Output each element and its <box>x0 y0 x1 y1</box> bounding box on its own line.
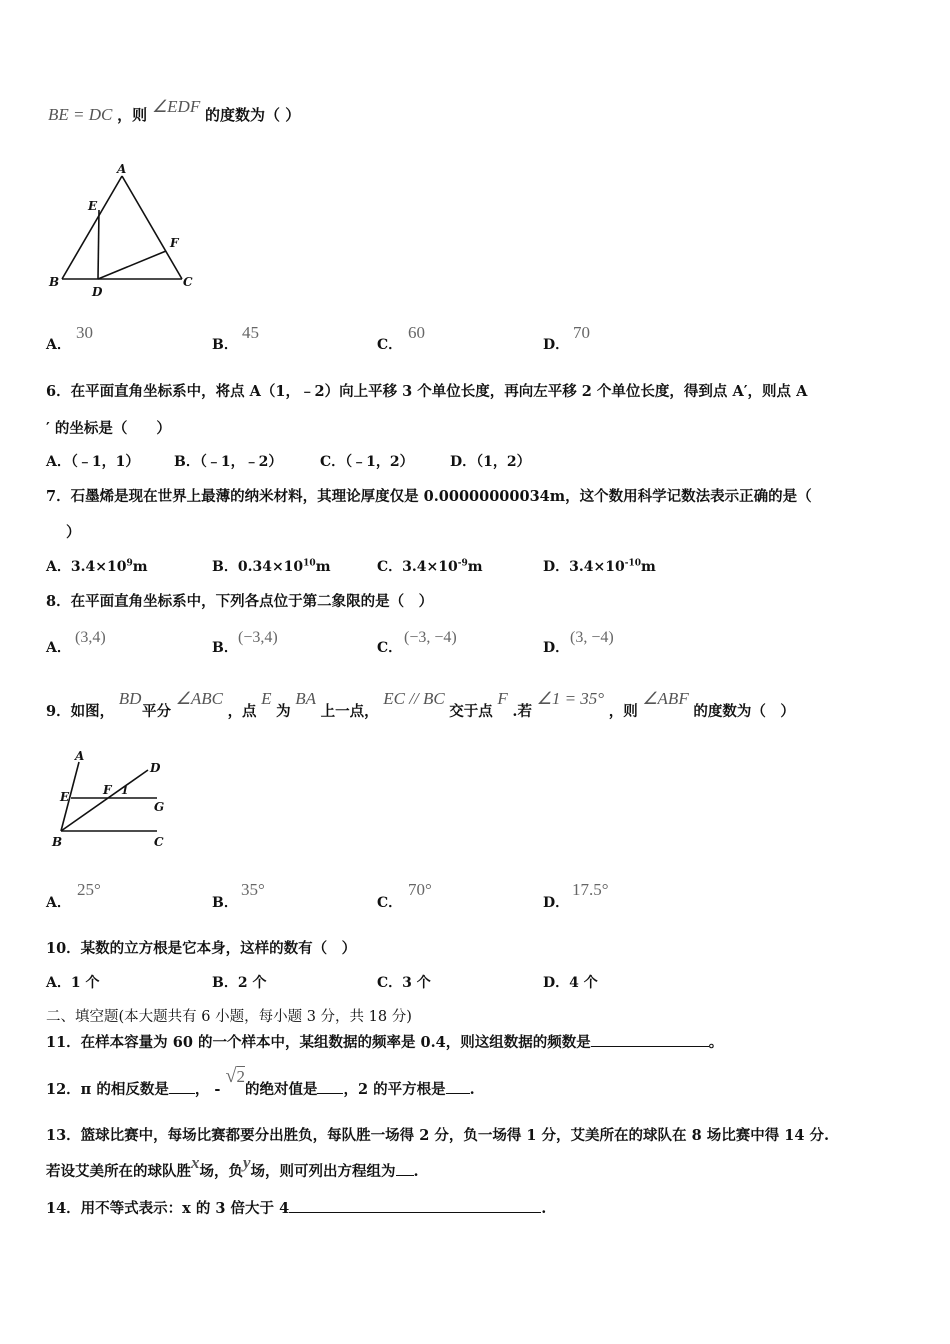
q9-label-b: B <box>52 835 63 849</box>
q6-line-1: 6．在平面直角坐标系中，将点 A（1，﹣2）向上平移 3 个单位长度，再向左平移 2 个单位长度，得到点 A′，则点 A <box>46 383 808 400</box>
q11-answer-blank[interactable] <box>591 1032 709 1047</box>
q10-option-c: C．3 个 <box>377 975 431 991</box>
q13-answer-blank[interactable] <box>396 1161 414 1176</box>
q7-option-a: A．$3.4\times 10^9m$ <box>46 558 148 575</box>
q10-option-d: D．4 个 <box>543 975 598 991</box>
q5-label-f: F <box>170 236 179 250</box>
q6-line-2: ′ 的坐标是（ ） <box>46 420 171 437</box>
q9-option-b-letter: B． <box>212 895 238 911</box>
q14-answer-blank[interactable] <box>289 1198 541 1213</box>
q8-option-c-letter: C． <box>377 640 403 656</box>
q5-option-d-letter: D． <box>543 337 570 353</box>
q7-option-d: D．$3.4\times 10^{-10}m$ <box>543 558 656 575</box>
q10-line-1: 10．某数的立方根是它本身，这样的数有（ ） <box>46 940 357 957</box>
q7-option-c: C．$3.4\times 10^{-9}m$ <box>377 558 483 575</box>
q5-tail: 的度数为（ ） <box>205 106 301 124</box>
q13-line-1: 13．篮球比赛中，每场比赛都要分出胜负，每队胜一场得 2 分，负一场得 1 分，艾美所在的球队在 8 场比赛中得 14 分. <box>46 1127 830 1144</box>
q5-edge-ac <box>122 176 182 279</box>
q6-option-b: B．（﹣1，﹣2） <box>174 454 283 470</box>
q12-blank-2[interactable] <box>317 1079 343 1094</box>
q5-option-c-letter: C． <box>377 337 403 353</box>
q9-option-d-value: 17.5° <box>572 880 609 899</box>
q9-label-g: G <box>154 800 165 814</box>
q9-option-a-value: 25° <box>77 880 101 899</box>
q14-line: 14．用不等式表示：x 的 3 倍大于 4 . <box>46 1200 547 1217</box>
q9-option-a-letter: A． <box>46 895 71 911</box>
q7-line-1: 7．石墨烯是现在世界上最薄的纳米材料，其理论厚度仅是 0.00000000034m，这个数用科学记数法表示正确的是（ <box>46 488 812 505</box>
q8-option-d-value: (3, −4) <box>570 629 614 646</box>
q8-option-a-letter: A． <box>46 640 71 656</box>
q5-sep: ，则 <box>117 106 148 124</box>
q9-label-a: A <box>75 749 85 763</box>
q12-line: 12．π 的相反数是 ， - √2的绝对值是 ，2 的平方根是 . <box>46 1065 475 1098</box>
q5-option-c-value: 60 <box>408 323 425 342</box>
q5-triangle-figure <box>40 158 210 300</box>
q6-option-a: A．（﹣1，1） <box>46 454 140 470</box>
q8-option-b-letter: B． <box>212 640 238 656</box>
q5-label-b: B <box>49 275 60 289</box>
q5-condition-math: BE = DC <box>48 105 113 124</box>
q6-option-d: D．（1，2） <box>450 454 531 470</box>
q5-option-a-value: 30 <box>76 323 93 342</box>
q5-condition-line <box>48 97 301 125</box>
sqrt-icon: √ <box>225 1065 237 1087</box>
section-2-heading: 二、填空题(本大题共有 6 小题，每小题 3 分，共 18 分) <box>46 1009 412 1025</box>
q5-segment-ed <box>98 210 99 279</box>
q5-angle-math: ∠EDF <box>151 97 201 116</box>
q9-option-c-value: 70° <box>408 880 432 899</box>
q10-option-b: B．2 个 <box>212 975 267 991</box>
q9-label-d: D <box>150 761 161 775</box>
q5-label-a: A <box>117 162 127 176</box>
q5-segment-df <box>98 251 166 279</box>
q7-line-2: ） <box>66 524 81 541</box>
q9-label-f: F <box>103 783 112 797</box>
q9-parallel-lines-figure <box>44 748 174 852</box>
q12-blank-1[interactable] <box>169 1079 195 1094</box>
q5-option-b-letter: B． <box>212 337 238 353</box>
q7-option-b: B．$0.34\times 10^{10}m$ <box>212 558 331 575</box>
q9-stem: 9．如图， BD 平分 ∠ABC ，点 E 为 BA 上一点， EC // BC 交于点 F .若 ∠1 = 35° ，则 ∠ABF 的度数为（ ） <box>46 689 795 720</box>
q11-line: 11．在样本容量为 60 的一个样本中，某组数据的频率是 0.4，则这组数据的频数是 。 <box>46 1034 724 1051</box>
q5-label-e: E <box>88 199 98 213</box>
q9-option-d-letter: D． <box>543 895 570 911</box>
q8-option-c-value: (−3, −4) <box>404 629 457 646</box>
q9-option-b-value: 35° <box>241 880 265 899</box>
q9-label-angle-1: 1 <box>121 784 129 797</box>
q5-option-b-value: 45 <box>242 323 259 342</box>
q5-option-a-letter: A． <box>46 337 71 353</box>
q12-blank-3[interactable] <box>446 1079 470 1094</box>
q8-option-d-letter: D． <box>543 640 570 656</box>
q10-option-a: A．1 个 <box>46 975 100 991</box>
q8-line-1: 8．在平面直角坐标系中，下列各点位于第二象限的是（ ） <box>46 593 434 610</box>
q5-label-d: D <box>92 285 103 299</box>
q8-option-b-value: (−3,4) <box>238 629 278 646</box>
q9-label-c: C <box>154 835 164 849</box>
q13-line-2: 若设艾美所在的球队胜x场，负y场，则可列出方程组为 . <box>46 1153 419 1180</box>
q8-option-a-value: (3,4) <box>75 629 106 646</box>
q6-option-c: C．（﹣1，2） <box>320 454 414 470</box>
q5-label-c: C <box>183 275 193 289</box>
q5-edge-ab <box>62 176 122 279</box>
q5-option-d-value: 70 <box>573 323 590 342</box>
q9-label-e: E <box>60 790 70 804</box>
q9-option-c-letter: C． <box>377 895 403 911</box>
